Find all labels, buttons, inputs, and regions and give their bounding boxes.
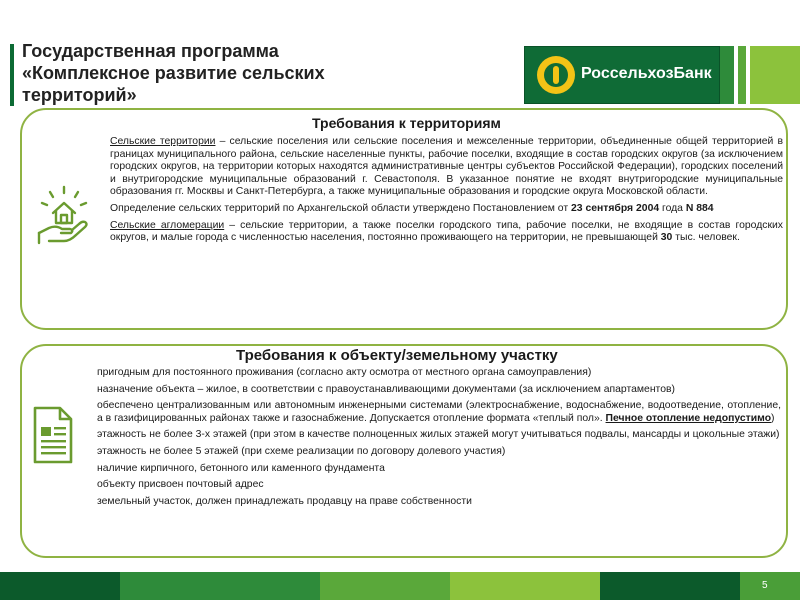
list-item-text: земельный участок, должен принадлежать продавцу на праве собственности [97,495,472,507]
arkhangelsk-paragraph [110,203,783,216]
logo-stripe [720,46,734,104]
footer-stripe [740,572,800,600]
list-item [84,384,781,397]
document-icon [32,405,74,465]
list-item [84,367,781,380]
territory-requirements-text [110,136,783,249]
agglomerations-term: Сельские агломерации [110,219,225,231]
list-item-text: этажность не более 3-х этажей (при этом в качестве полноценных жилых этажей могут учитываться подвалы, мансарды и цокольные этажи) [97,429,780,441]
arkhangelsk-text: Определение сельских территорий по Архангельской области утверждено Постановлением от [110,202,571,214]
bank-logo [524,46,720,104]
arkhangelsk-text-mid: года [659,202,686,214]
page-number: 5 [762,580,768,591]
population-limit: 30 [660,232,673,244]
footer-stripe [120,572,320,600]
house-in-hand-icon [36,185,92,247]
logo-stripe [738,46,746,104]
rural-territories-definition: – сельские поселения или сельские поселения и межселенные территории, объединенные общей территорией в границах муниципального района, сельские населенные пункты, рабочие поселки, входящие в состав городских округов (за исключением городских округов, на территории которых находятся административные центры субъектов Российской Федерации), городских поселений и внутригородские муниципальные образований г. Севастополя. В указанное понятие не входят внутригородские муниципальные образования гг. Москвы и Санкт-Петербурга, а также муниципальные образования и городские округа Московской области. [110,136,783,198]
territory-requirements-heading: Требования к территориям [312,115,501,131]
title-accent-bar [10,44,14,106]
page-title [22,40,422,106]
list-item-text: наличие кирпичного, бетонного или каменного фундамента [97,462,385,474]
agglomerations-paragraph [110,220,783,245]
footer-stripe [320,572,450,600]
footer-stripe [450,572,600,600]
bank-logo-text: РоссельхозБанк [581,65,712,82]
list-item [84,479,781,492]
list-item-text: назначение объекта – жилое, в соответствии с правоустанавливающими документами (за исключением апартаментов) [97,383,675,395]
resolution-date: 23 сентября 2004 [571,202,660,214]
list-item [84,446,781,459]
agglomerations-definition: – сельские территории, а также поселки городского типа, рабочие поселки, не входящие в состав городских округов, и малые города с численностью населения, постоянно проживающего на территории, не превышающей [110,219,783,244]
list-item [84,400,781,425]
stove-heating-warning: Печное отопление недопустимо [605,412,772,424]
footer-stripe [600,572,740,600]
list-item [84,463,781,476]
page-title-line-3: территорий» [22,85,137,105]
list-item-text-end: ) [771,412,775,424]
agglomerations-definition-end: тыс. человек. [672,232,740,244]
list-item [84,496,781,509]
list-item-text: объекту присвоен почтовый адрес [97,479,264,491]
footer-stripe [0,572,120,600]
rural-territories-paragraph [110,136,783,199]
object-requirements-list [84,367,781,512]
rural-territories-term: Сельские территории [110,136,216,147]
list-item-text: этажность не более 5 этажей (при схеме реализации по договору долевого участия) [97,445,506,457]
list-item-text: обеспечено централизованным или автономным инженерными системами (электроснабжение, водоснабжение, водоотведение, отопление, а в газифицированных районах также и газоснабжение. Допускается отопление формата «теплый пол». [97,400,781,424]
object-requirements-heading: Требования к объекту/земельному участку [236,347,558,364]
page-title-line-2: «Комплексное развитие сельских [22,63,325,83]
logo-stripe [750,46,800,104]
page-title-line-1: Государственная программа [22,41,279,61]
list-item-text: пригодным для постоянного проживания (согласно акту осмотра от местного органа самоуправления) [97,367,592,378]
bank-emblem-icon [537,56,575,94]
resolution-number: N 884 [685,202,714,214]
list-item [84,429,781,442]
